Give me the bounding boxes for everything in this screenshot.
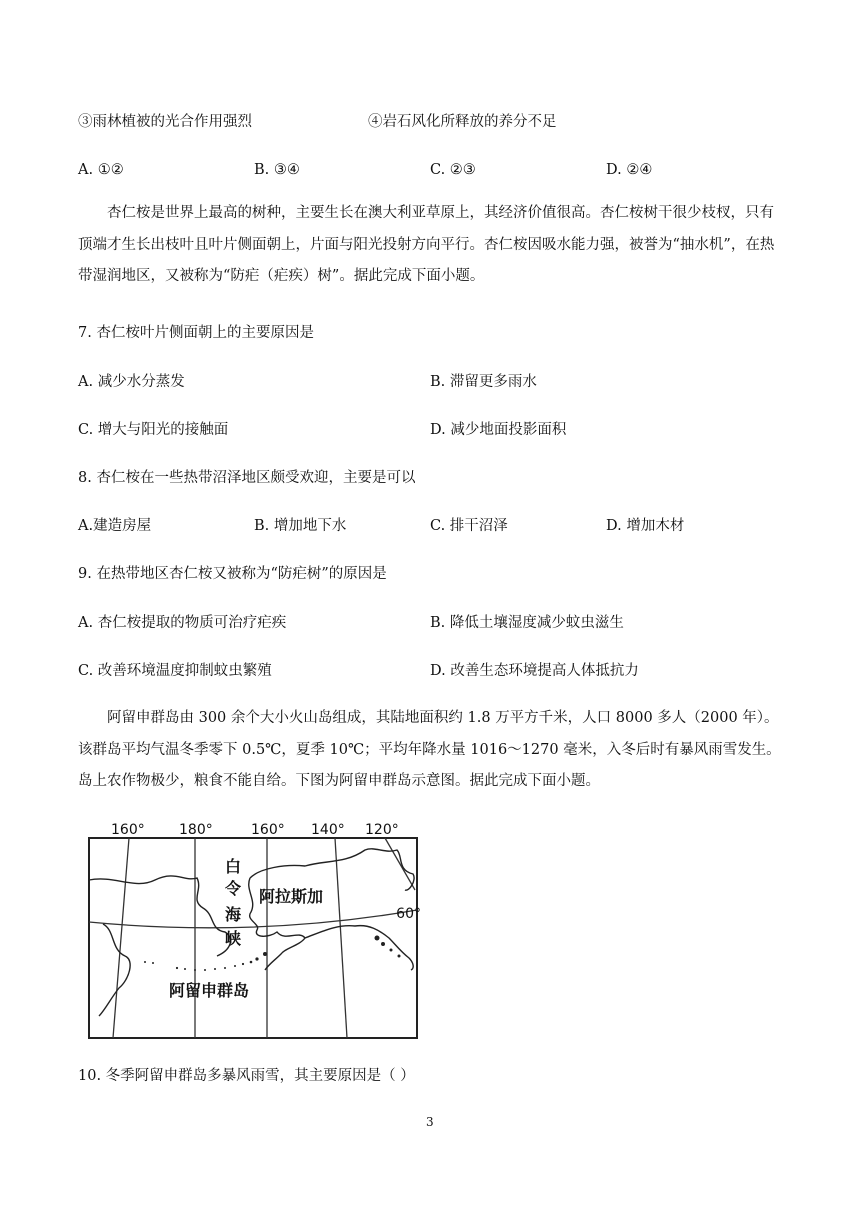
- item-4: ④岩石风化所释放的养分不足: [368, 114, 557, 130]
- q7-choice-d: D. 减少地面投影面积: [430, 422, 567, 438]
- q6-choice-c: C. ②③: [430, 162, 476, 178]
- lat-label: 60°: [396, 906, 421, 922]
- q9-choice-d: D. 改善生态环境提高人体抵抗力: [430, 663, 639, 679]
- aleutian-map: [85, 820, 421, 1042]
- sea-label-1: 白: [225, 857, 242, 876]
- q9-choice-c: C. 改善环境温度抑制蚊虫繁殖: [78, 663, 272, 679]
- passage-aleutian: 阿留申群岛由 300 余个大小火山岛组成，其陆地面积约 1.8 万平方千米，人口 8000 多人（2000 年）。该群岛平均气温冬季零下 0.5℃，夏季 10℃；平均年降水量 1016～1270 毫米，入冬后时有暴风雨雪发生。岛上农作物极少，粮食不能自给。下图为阿留申群岛示意图。据此完成下面小题。: [78, 710, 781, 789]
- q6-choice-b: B. ③④: [254, 162, 300, 178]
- q8-choice-b: B. 增加地下水: [254, 518, 347, 534]
- q8-choice-d: D. 增加木材: [606, 518, 685, 534]
- q6-choice-a: A. ①②: [78, 162, 124, 178]
- alaska-label: 阿拉斯加: [259, 887, 324, 906]
- q7-choice-b: B. 滞留更多雨水: [430, 374, 537, 390]
- q8-stem: 8. 杏仁桉在一些热带沼泽地区颇受欢迎，主要是可以: [78, 470, 416, 486]
- q6-choice-d: D. ②④: [606, 162, 653, 178]
- item-3: ③雨林植被的光合作用强烈: [78, 114, 252, 130]
- map-frame: [89, 838, 417, 1038]
- q9-choice-b: B. 降低土壤湿度减少蚊虫滋生: [430, 615, 624, 631]
- q9-stem: 9. 在热带地区杏仁桉又被称为“防疟树”的原因是: [78, 566, 387, 582]
- q8-choice-a: A.建造房屋: [78, 518, 152, 534]
- sea-label-3: 海: [225, 905, 242, 924]
- sea-label-4: 峡: [225, 929, 242, 948]
- sea-label-2: 令: [225, 879, 242, 898]
- q7-choice-c: C. 增大与阳光的接触面: [78, 422, 229, 438]
- q7-stem: 7. 杏仁桉叶片侧面朝上的主要原因是: [78, 325, 314, 341]
- lon-label-4: 140°: [311, 822, 345, 838]
- lon-label-1: 160°: [111, 822, 145, 838]
- q9-choice-a: A. 杏仁桉提取的物质可治疗疟疾: [78, 615, 287, 631]
- lon-label-2: 180°: [179, 822, 213, 838]
- islands-label: 阿留申群岛: [169, 981, 250, 1000]
- lon-label-5: 120°: [365, 822, 399, 838]
- q10-stem: 10. 冬季阿留申群岛多暴风雨雪，其主要原因是（ ）: [78, 1068, 415, 1084]
- page-number: 3: [426, 1115, 434, 1129]
- passage-eucalyptus: 杏仁桉是世界上最高的树种，主要生长在澳大利亚草原上，其经济价值很高。杏仁桉树干很少枝杈，只有顶端才生长出枝叶且叶片侧面朝上，片面与阳光投射方向平行。杏仁桉因吸水能力强，被誉为“抽水机”，在热带湿润地区，又被称为“防疟（疟疾）树”。据此完成下面小题。: [78, 205, 775, 284]
- lon-label-3: 160°: [251, 822, 285, 838]
- q7-choice-a: A. 减少水分蒸发: [78, 374, 185, 390]
- q8-choice-c: C. 排干沼泽: [430, 518, 508, 534]
